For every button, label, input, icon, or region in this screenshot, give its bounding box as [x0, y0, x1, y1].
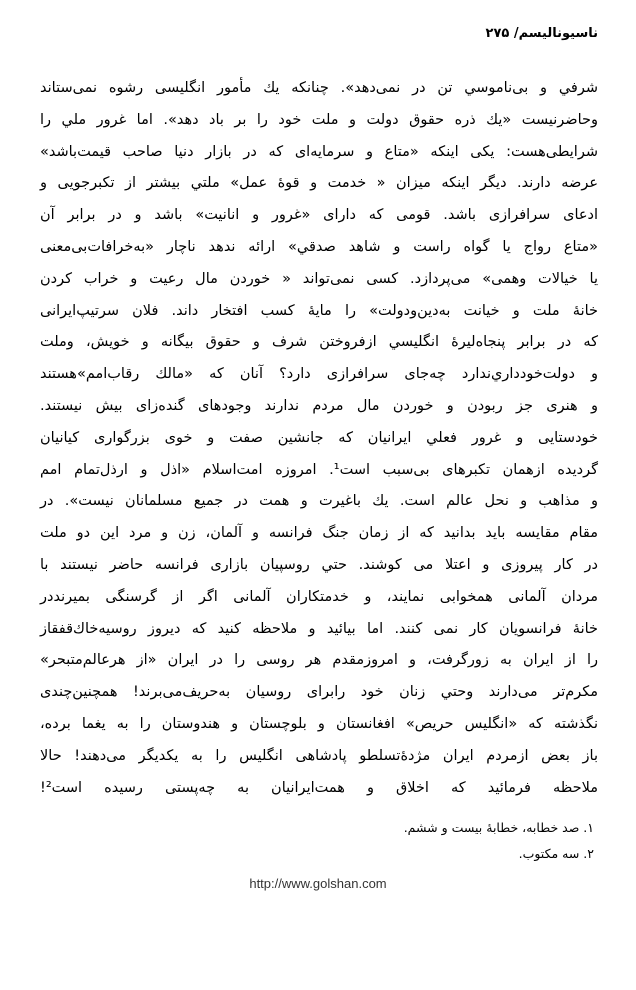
text-line: ادعای سرافرازی باشد. قومی که دارای «غرور و انانیت» باشد و در برابر آن — [40, 207, 598, 224]
text-line: شرایطی‌هست: یکی اینکه «متاع و سرمایه‌ای که در بازار دنیا صاحب قیمت‌باشد» — [40, 143, 598, 160]
text-line: گردیده ازهمان تکبرهای بی‌سبب است¹. امروزه امت‌اسلام «اذل و ارذل‌تمام امم — [40, 461, 598, 478]
text-line: خانهٔ ملت و خیانت به‌دین‌ودولت» را مایهٔ کسب افتخار داند. فلان سرتیپ‌ایرانی — [40, 302, 598, 319]
text-line: و مذاهب و نحل عالم است. یك باغیرت و همت در جمیع مسلمانان نیست». در — [40, 493, 598, 510]
footnote-2: ۲. سه مکتوب. — [518, 846, 594, 861]
text-line: و دولت‌خودداري‌ندارد چه‌جای سرافرازی دارد؟ آنان که «مالك رقاب‌امم»هستند — [40, 366, 598, 383]
text-line: خانهٔ فرانسویان کار نمی کنند. اما بیائید و ملاحظه کنید که دیروز روسیه‌خاك‌قفقاز — [40, 620, 598, 637]
text-line: وحاضرنیست «یك ذره حقوق دولت و ملت خود را بر باد دهد». اما غرور ملي را — [40, 111, 598, 128]
text-line: در کار پیروزی و اعتلا می کوشند. حتي روسپیان بازاری فرانسه حاضر نیستند با — [40, 556, 598, 573]
text-line: یا خیالات وهمی» می‌پردازد. کسی نمی‌تواند « خوردن مال رعیت و خراب کردن — [40, 270, 598, 287]
body-text — [40, 73, 598, 804]
footnote-1: ۱. صد خطابه، خطابهٔ بیست و ششم. — [403, 820, 594, 835]
watermark-url: http://www.golshan.com — [249, 876, 387, 891]
text-line: مردان آلمانی همخوابی نمایند، و خدمتکاران آلمانی اگر از گرسنگی بمیرنددر — [40, 588, 598, 605]
running-header: ناسیونالیسم/ ۲۷۵ — [485, 26, 598, 41]
text-line: مقام مقایسه باید بدانید که از زمان جنگ فرانسه و آلمان، زن و مرد این دو ملت — [40, 525, 598, 542]
text-line: نگذشته که «انگلیس حریص» افغانستان و بلوچستان و هندوستان را به یغما برده، — [40, 715, 598, 732]
text-line: که در برابر پنجاه‌لیرهٔ انگلیسي ازفروختن شرف و حقوق بیگانه و خویش، وملت — [40, 334, 598, 351]
text-line: ملاحظه فرمائید که اخلاق و همت‌ایرانیان به چه‌پستی رسیده است²! — [40, 779, 598, 796]
text-line: شرفي و بی‌ناموسي تن در نمی‌دهد». چنانکه یك مأمور انگلیسی رشوه نمی‌ستاند — [40, 80, 598, 96]
text-line: عرضه دارند. دیگر اینکه میزان « خدمت و قوهٔ عمل» ملتي بیشتر از تکبرجویی و — [40, 175, 598, 192]
text-line: باز بعض ازمردم ایران مژدهٔ‌تسلطو پادشاهی انگلیس را به یکدیگر می‌دهند! حالا — [40, 747, 598, 764]
text-line: و هنری جز ربودن و خوردن مال مردم ندارند وجودهای گنده‌زای بیش نیستند. — [40, 397, 598, 414]
text-line: خودستایی و غرور فعلي ایرانیان که جانشین صفت و خوی بزرگواری کیانیان — [40, 429, 598, 446]
text-line: مکرم‌تر می‌دارند وحتي زنان خود رابرای روسیان به‌حریف‌می‌برند! همچنین‌چندی — [40, 684, 598, 701]
text-line: را از ایران به زورگرفت، و امروزمقدم هر روسی را در ایران «از هرعالم‌متبحر» — [40, 652, 598, 669]
text-line: «متاع رواج یا گواه راست و شاهد صدقي» ارائه ندهد ناچار «به‌خرافات‌بی‌معنی — [40, 238, 598, 255]
footnotes — [42, 815, 594, 867]
